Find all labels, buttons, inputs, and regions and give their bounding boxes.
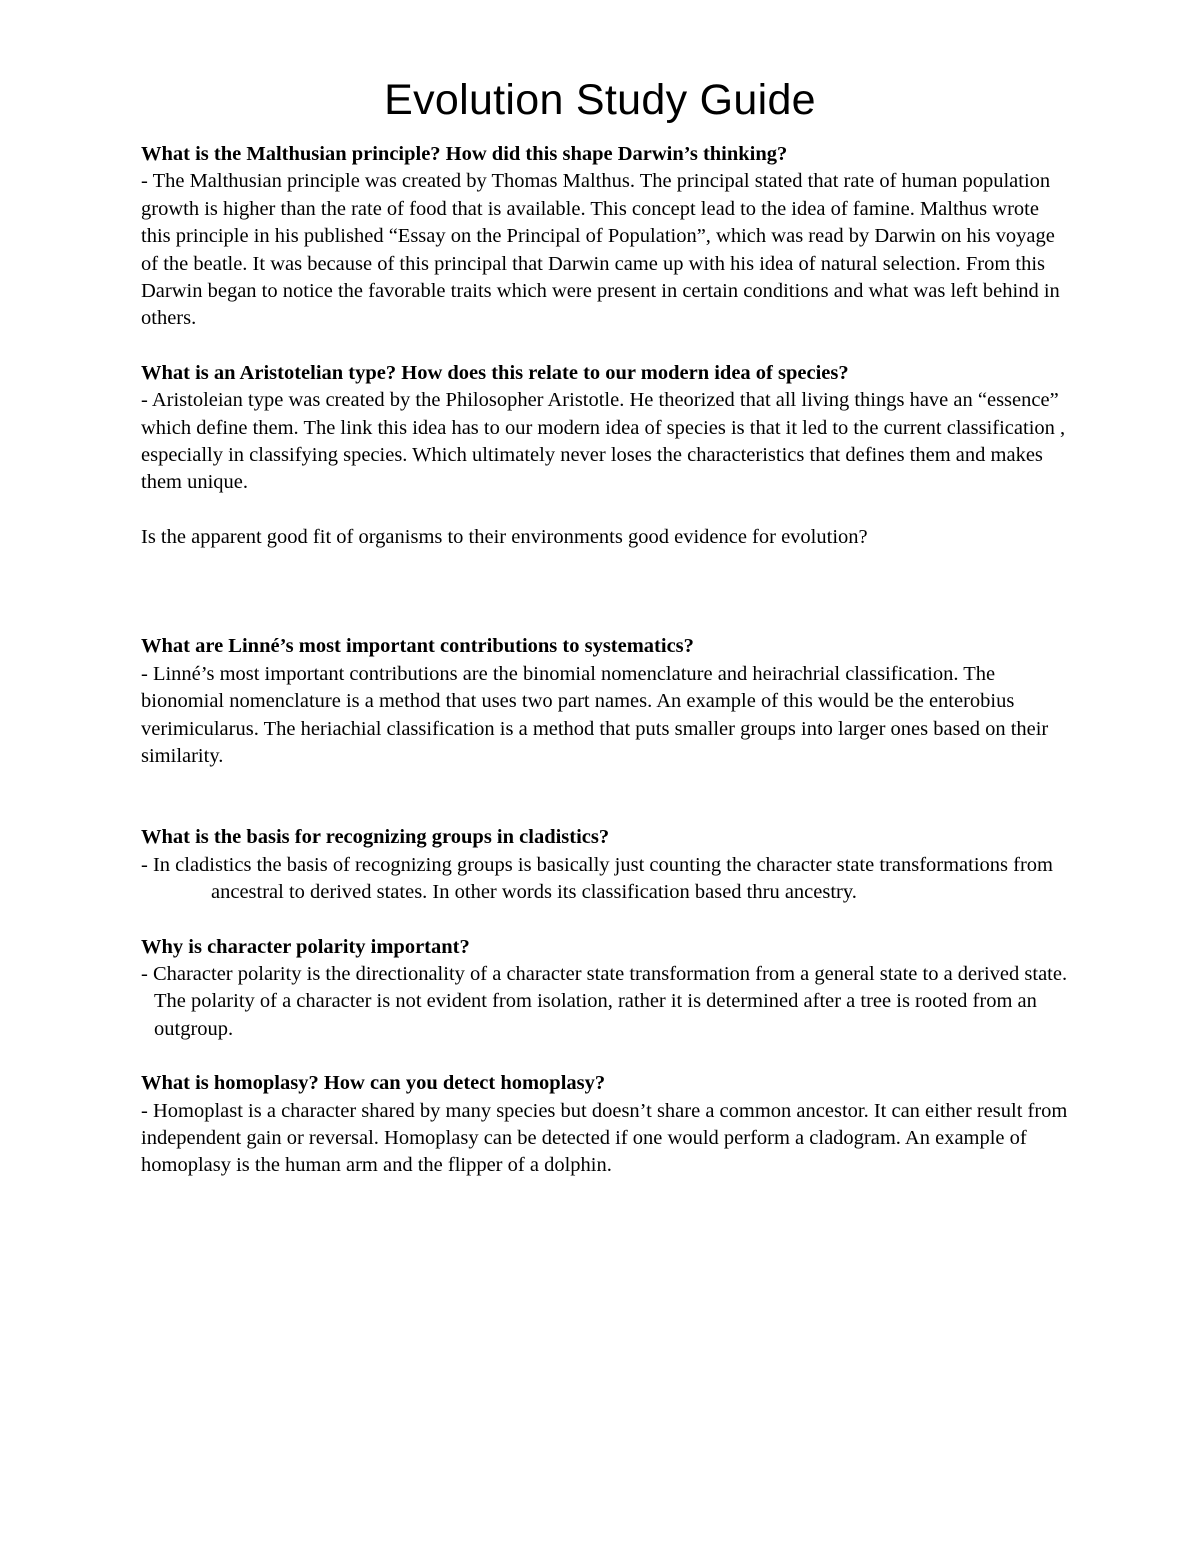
document-title: Evolution Study Guide: [384, 76, 816, 124]
section-aristotelian: [141, 360, 1071, 497]
question-cladistics: What is the basis for recognizing groups in cladistics?: [141, 826, 610, 849]
answer-linne: - Linné’s most important contributions are the binomial nomenclature and heirachrial classification. The bionomial nomenclature is a method that uses two part names. An example of this would be the enterobius verimicularus. The heriachial classification is a method that puts smaller groups into larger ones based on their similarity.: [141, 662, 1049, 767]
question-polarity: Why is character polarity important?: [141, 935, 470, 958]
section-homoplasy: [141, 1070, 1071, 1180]
section-polarity: [141, 934, 1071, 1044]
spacer: [141, 770, 1071, 824]
document-body: [141, 141, 1071, 1180]
answer-homoplasy: - Homoplast is a character shared by many species but doesn’t share a common ancestor. It can either result from independent gain or reversal. Homoplasy can be detected if one would perform a cladogram. An example of homoplasy is the human arm and the flipper of a dolphin.: [141, 1099, 1068, 1177]
question-linne: What are Linné’s most important contributions to systematics?: [141, 635, 694, 658]
question-homoplasy: What is homoplasy? How can you detect homoplasy?: [141, 1072, 606, 1095]
answer-cladistics: - In cladistics the basis of recognizing groups is basically just counting the character state transformations from ancestral to derived states. In other words its classification based thru ancestry.: [141, 853, 1053, 904]
answer-polarity: - Character polarity is the directionality of a character state transformation from a general state to a derived state. The polarity of a character is not evident from isolation, rather it is determined after a tree is rooted from an outgroup.: [141, 962, 1068, 1040]
question-good-fit: Is the apparent good fit of organisms to their environments good evidence for evolution?: [141, 525, 868, 548]
spacer: [141, 333, 1071, 360]
spacer: [141, 907, 1071, 934]
answer-aristotelian: - Aristoleian type was created by the Philosopher Aristotle. He theorized that all living things have an “essence” which define them. The link this idea has to our modern idea of species is that it led to the current classification , especially in classifying species. Which ultimately never loses the characteristics that defines them and makes them unique.: [141, 389, 1066, 494]
answer-malthusian: - The Malthusian principle was created by Thomas Malthus. The principal stated that rate of human population growth is higher than the rate of food that is available. This concept lead to the idea of famine. Malthus wrote this principle in his published “Essay on the Principal of Population”, which was read by Darwin on his voyage of the beatle. It was because of this principal that Darwin came up with his idea of natural selection. From this Darwin began to notice the favorable traits which were present in certain conditions and what was left behind in others.: [141, 170, 1060, 330]
section-linne: [141, 633, 1071, 770]
spacer: [141, 1043, 1071, 1070]
spacer: [141, 551, 1071, 633]
question-aristotelian: What is an Aristotelian type? How does this relate to our modern idea of species?: [141, 361, 849, 384]
section-malthusian: [141, 141, 1071, 333]
question-malthusian: What is the Malthusian principle? How did this shape Darwin’s thinking?: [141, 143, 788, 165]
section-good-fit: [141, 524, 1071, 551]
spacer: [141, 497, 1071, 524]
section-cladistics: [141, 824, 1071, 906]
